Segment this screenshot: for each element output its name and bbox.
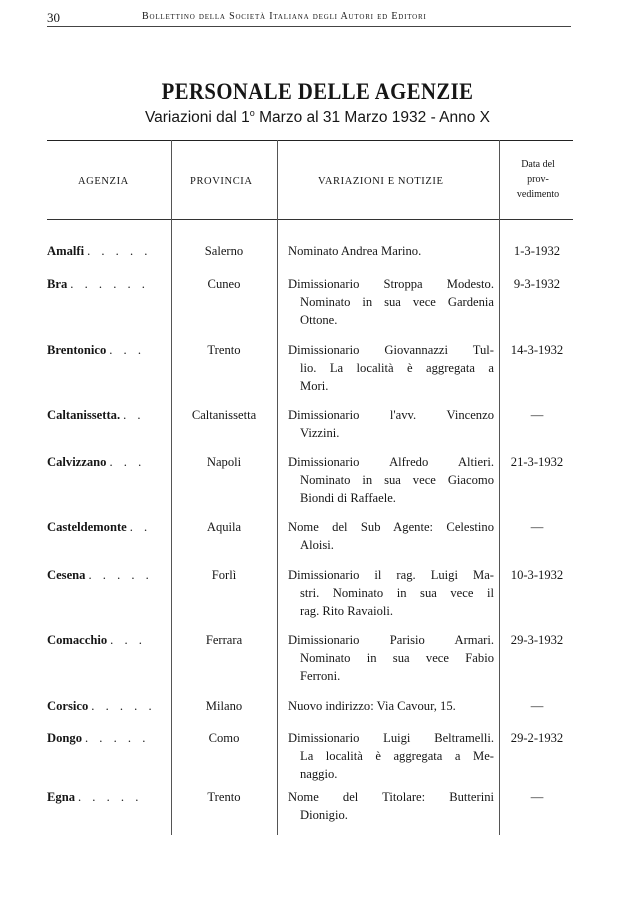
- provision-date: 10-3-1932: [510, 568, 564, 582]
- notes-line: naggio.: [300, 767, 338, 781]
- notes-line: Nominato in sua vece Giacomo: [300, 473, 494, 487]
- agency-label: Amalfi: [47, 244, 85, 258]
- notes-text: [288, 729, 494, 783]
- running-head: [47, 10, 571, 27]
- agency-name: [47, 453, 145, 471]
- notes-line: Dimissionario Luigi Beltramelli.: [288, 731, 494, 745]
- provision-date: 1-3-1932: [513, 244, 561, 258]
- subtitle-suffix: Marzo al 31 Marzo 1932 - Anno X: [254, 109, 491, 127]
- header-agency: AGENZIA: [78, 176, 129, 187]
- notes-line: Dimissionario Alfredo Altieri.: [288, 455, 494, 469]
- page-title: PERSONALE DELLE AGENZIE: [161, 79, 474, 104]
- notes-text: [288, 453, 494, 507]
- notes-line: Nominato Andrea Marino.: [288, 244, 422, 258]
- notes-text: [288, 518, 494, 554]
- dot-leader: . . .: [109, 455, 146, 469]
- agency-name: [47, 788, 142, 806]
- notes-line: Ferroni.: [300, 669, 341, 683]
- province-name: Milano: [205, 699, 243, 713]
- notes-line: Nome del Sub Agente: Celestino: [288, 520, 494, 534]
- notes-text: [288, 566, 494, 620]
- dot-leader: . . . . .: [85, 731, 150, 745]
- agency-label: Egna: [47, 790, 75, 804]
- agency-name: [47, 566, 153, 584]
- dot-leader: . . . . .: [91, 699, 156, 713]
- header-date-line: Data del: [521, 159, 555, 170]
- notes-line: Vizzini.: [300, 426, 340, 440]
- agency-label: Corsico: [47, 699, 89, 713]
- page-subtitle: [0, 108, 635, 127]
- province-name: Cuneo: [207, 277, 241, 291]
- province-name: Salerno: [204, 244, 244, 258]
- dot-leader: . . .: [110, 633, 146, 647]
- province-name: Trento: [207, 343, 241, 357]
- province-name: Napoli: [206, 455, 242, 469]
- notes-line: Dimissionario il rag. Luigi Ma-: [288, 568, 494, 582]
- agency-label: Cesena: [47, 568, 86, 582]
- notes-line: Dimissionario l'avv. Vincenzo: [288, 408, 494, 422]
- provision-date: —: [530, 408, 544, 422]
- agency-name: [47, 406, 145, 424]
- notes-line: Nominato in sua vece Gardenia: [300, 295, 494, 309]
- agency-label: Brentonico: [47, 343, 107, 357]
- notes-line: Dionigio.: [300, 808, 348, 822]
- header-date: [503, 157, 573, 202]
- provision-date: 14-3-1932: [510, 343, 564, 357]
- header-notes: VARIAZIONI E NOTIZIE: [318, 176, 444, 187]
- notes-text: [288, 275, 494, 329]
- provision-date: 29-3-1932: [510, 633, 564, 647]
- agency-label: Dongo: [47, 731, 82, 745]
- notes-line: Dimissionario Stroppa Modesto.: [288, 277, 494, 291]
- notes-line: Nuovo indirizzo: Via Cavour, 15.: [288, 699, 456, 713]
- provision-date: —: [530, 520, 544, 534]
- notes-text: [288, 406, 494, 442]
- notes-line: Aloisi.: [300, 538, 334, 552]
- table-header-rule: [47, 219, 573, 220]
- province-name: Como: [208, 731, 240, 745]
- dot-leader: . .: [129, 520, 152, 534]
- provision-date: 9-3-1932: [513, 277, 561, 291]
- dot-leader: . . . . .: [87, 244, 152, 258]
- provision-date: —: [530, 790, 544, 804]
- header-date-line: vedimento: [516, 189, 560, 200]
- notes-line: stri. Nominato in sua vece il: [300, 586, 494, 600]
- notes-line: Mori.: [300, 379, 329, 393]
- notes-text: [288, 697, 494, 715]
- agency-label: Casteldemonte: [47, 520, 127, 534]
- notes-line: Ottone.: [300, 313, 338, 327]
- agency-name: [47, 697, 156, 715]
- table-top-rule: [47, 140, 573, 141]
- agency-name: [47, 729, 149, 747]
- agency-label: Comacchio: [47, 633, 108, 647]
- provision-date: —: [530, 699, 544, 713]
- agency-name: [47, 518, 151, 536]
- provision-date: 21-3-1932: [510, 455, 564, 469]
- notes-text: [288, 341, 494, 395]
- dot-leader: . . . . . .: [70, 277, 149, 291]
- provision-date: 29-2-1932: [510, 731, 564, 745]
- dot-leader: . .: [123, 408, 145, 422]
- header-province: PROVINCIA: [190, 176, 253, 187]
- header-date-line: prov-: [527, 174, 549, 185]
- notes-line: Dimissionario Parisio Armari.: [288, 633, 494, 647]
- notes-line: Nome del Titolare: Butterini: [288, 790, 494, 804]
- agency-name: [47, 631, 146, 649]
- notes-line: La località è aggregata a Me-: [300, 749, 494, 763]
- agency-label: Bra: [47, 277, 68, 291]
- notes-line: Nominato in sua vece Fabio: [300, 651, 494, 665]
- notes-line: rag. Rito Ravaioli.: [300, 604, 394, 618]
- subtitle-prefix: Variazioni dal 1: [144, 109, 250, 127]
- page-number: 30: [47, 10, 60, 25]
- agency-name: [47, 341, 145, 359]
- agency-name: [47, 275, 149, 293]
- agency-label: Calvizzano: [47, 455, 107, 469]
- province-name: Forlì: [211, 568, 237, 582]
- subtitle-superscript: o: [249, 108, 255, 118]
- dot-leader: . . . . .: [78, 790, 143, 804]
- dot-leader: . . .: [109, 343, 145, 357]
- province-name: Ferrara: [205, 633, 243, 647]
- notes-text: [288, 631, 494, 685]
- agency-name: [47, 242, 151, 260]
- province-name: Trento: [207, 790, 241, 804]
- notes-line: Dimissionario Giovannazzi Tul-: [288, 343, 494, 357]
- notes-line: lio. La località è aggregata a: [300, 361, 494, 375]
- notes-line: Biondi di Raffaele.: [300, 491, 396, 505]
- journal-title: Bollettino della Società Italiana degli Autori ed Editori: [142, 11, 427, 22]
- dot-leader: . . . . .: [88, 568, 153, 582]
- province-name: Caltanissetta: [191, 408, 257, 422]
- agency-label: Caltanissetta.: [47, 408, 121, 422]
- province-name: Aquila: [206, 520, 242, 534]
- notes-text: [288, 788, 494, 824]
- notes-text: [288, 242, 494, 260]
